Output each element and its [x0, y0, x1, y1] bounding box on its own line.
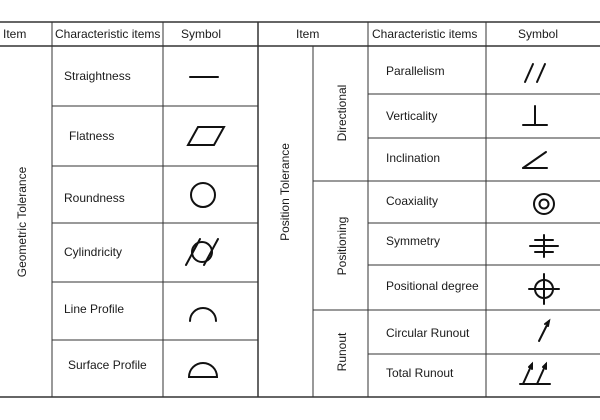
cylindricity-icon: [182, 237, 222, 267]
row-label-total-runout: Total Runout: [386, 366, 454, 380]
left-header-characteristic: Characteristic items: [55, 27, 161, 41]
row-label-roundness: Roundness: [64, 191, 125, 205]
roundness-icon: [183, 180, 223, 210]
symmetry-icon: [524, 230, 564, 260]
row-label-cylindricity: Cylindricity: [64, 245, 123, 259]
row-label-flatness: Flatness: [69, 129, 115, 143]
left-header-symbol: Symbol: [181, 27, 222, 41]
surface-profile-icon: [183, 353, 223, 383]
row-label-inclination: Inclination: [386, 151, 441, 165]
subgroup-label-directional: Directional: [335, 84, 349, 142]
row-label-symmetry: Symmetry: [386, 234, 440, 248]
right-header-characteristic: Characteristic items: [372, 27, 478, 41]
subgroup-label-runout: Runout: [335, 332, 349, 372]
row-label-parallelism: Parallelism: [386, 64, 445, 78]
row-label-coaxiality: Coaxiality: [386, 194, 439, 208]
row-label-surface-profile: Surface Profile: [68, 358, 147, 372]
group-label-geometric-tolerance: Geometric Tolerance: [15, 166, 29, 278]
row-label-verticality: Verticality: [386, 109, 438, 123]
inclination-icon: [515, 144, 555, 174]
straightness-icon: [184, 62, 224, 92]
row-label-circular-runout: Circular Runout: [386, 326, 470, 340]
coaxiality-icon: [524, 189, 564, 219]
right-header-item: Item: [296, 27, 320, 41]
flatness-icon: [186, 121, 226, 151]
row-label-positional-degree: Positional degree: [386, 279, 479, 293]
parallelism-icon: [515, 58, 555, 88]
circular-runout-icon: [524, 316, 564, 346]
verticality-icon: [515, 101, 555, 131]
right-header-symbol: Symbol: [518, 27, 559, 41]
row-label-straightness: Straightness: [64, 69, 131, 83]
left-header-item: Item: [3, 27, 27, 41]
group-label-position-tolerance: Position Tolerance: [278, 143, 292, 241]
subgroup-label-positioning: Positioning: [335, 216, 349, 276]
total-runout-icon: [515, 358, 555, 388]
positional-degree-icon: [524, 274, 564, 304]
row-label-line-profile: Line Profile: [64, 302, 125, 316]
line-profile-icon: [183, 297, 223, 327]
